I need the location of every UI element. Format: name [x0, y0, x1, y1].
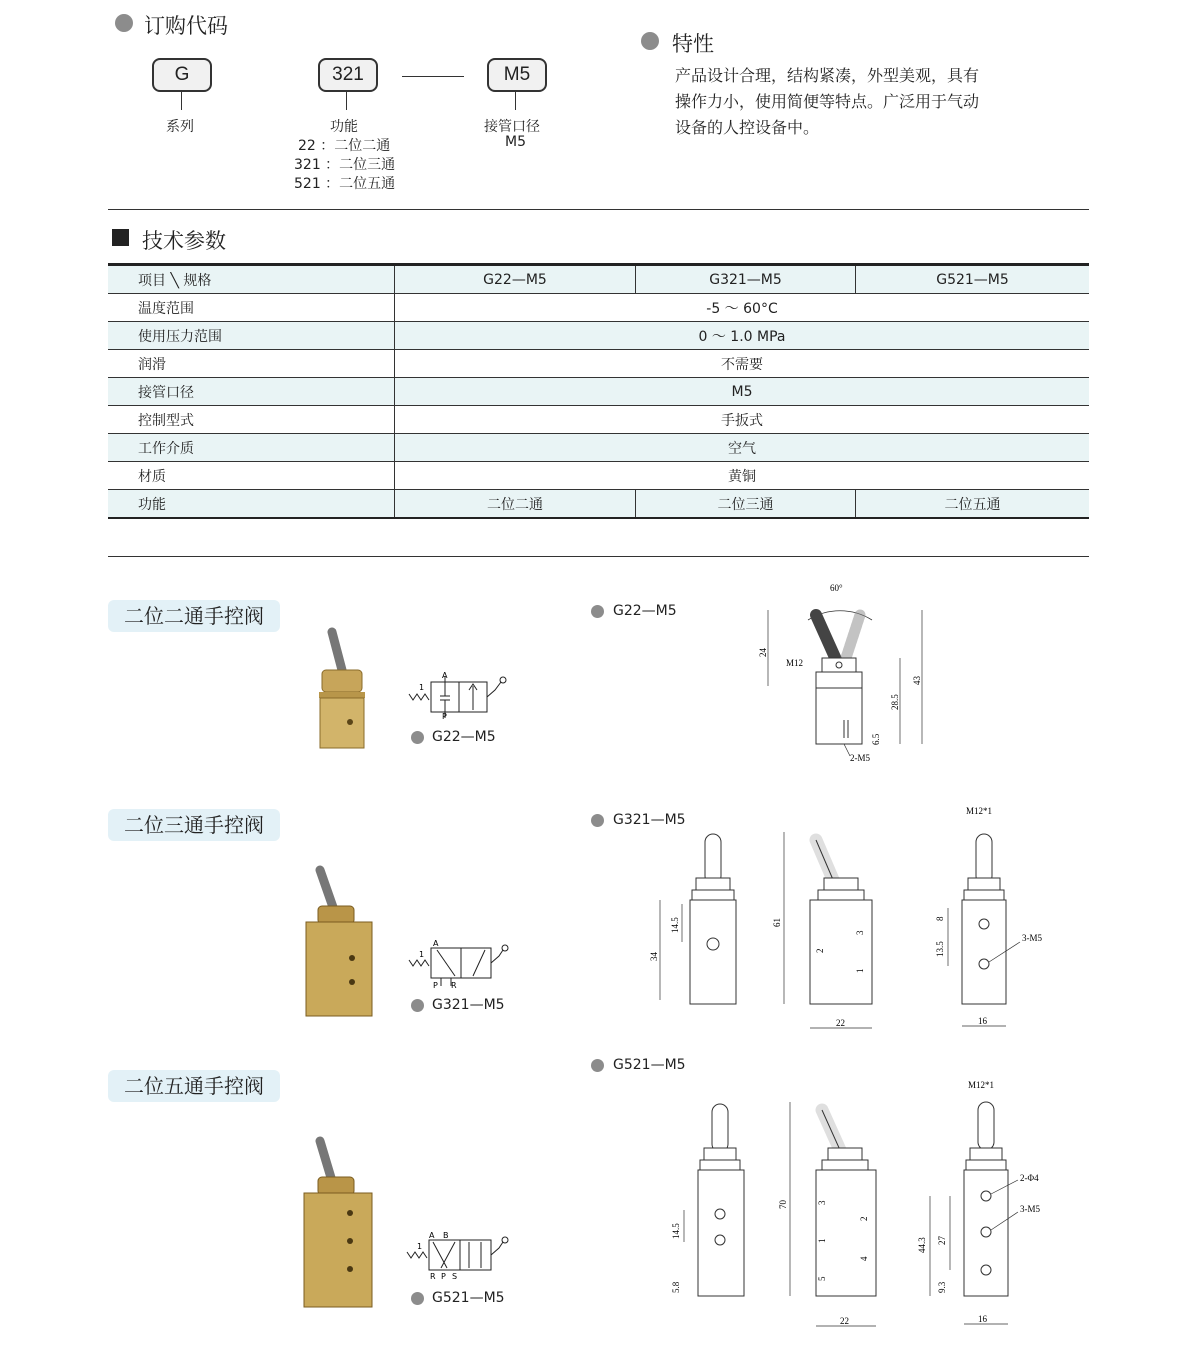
table-row	[108, 434, 1089, 462]
brass-body	[306, 922, 372, 1016]
dim-label: 2	[815, 948, 825, 953]
function-value: 二位五通	[856, 490, 1090, 519]
row-label: 使用压力范围	[108, 322, 395, 350]
bullet-dot-icon	[591, 1059, 604, 1072]
features-line: 产品设计合理，结构紧凑，外型美观，具有	[675, 66, 980, 85]
dim-label: 34	[649, 952, 659, 961]
dim-label: 44.3	[917, 1237, 927, 1253]
table-row	[108, 462, 1089, 490]
bullet-dot-icon	[115, 14, 133, 32]
features-line: 操作力小，使用简便等特点。广泛用于气动	[675, 92, 980, 111]
dim-label: 4	[859, 1256, 869, 1261]
row-label: 接管口径	[108, 378, 395, 406]
pneumatic-symbol-3way	[405, 938, 515, 990]
row-label: 温度范围	[108, 294, 395, 322]
dim-label: 3	[855, 930, 865, 935]
brass-nut	[318, 906, 354, 924]
model-header: G22—M5	[395, 265, 636, 294]
bullet-dot-icon	[641, 32, 659, 50]
function-connector	[346, 92, 347, 110]
model-label: G22—M5	[432, 729, 496, 745]
product-title: 二位二通手控阀	[108, 600, 280, 632]
symbol-port-s: S	[452, 1272, 458, 1281]
symbol-port-1: 1	[419, 683, 425, 692]
port-hole-icon	[347, 719, 353, 725]
model-label: G521—M5	[432, 1290, 505, 1306]
bullet-dot-icon	[411, 999, 424, 1012]
dim-label: 3-M5	[1020, 1204, 1040, 1214]
brass-nut	[318, 1177, 354, 1195]
dim-label: 1	[817, 1238, 827, 1243]
symbol-port-p: P	[441, 1272, 446, 1281]
row-value: 手扳式	[395, 406, 1090, 434]
toggle-lever	[320, 870, 334, 910]
row-label: 功能	[108, 490, 395, 519]
function-label: 功能	[330, 119, 358, 135]
row-label: 工作介质	[108, 434, 395, 462]
dim-label: 60°	[830, 583, 843, 593]
table-header-label: 项目 ╲ 规格	[108, 265, 395, 294]
dim-label: 22	[836, 1018, 845, 1028]
series-label: 系列	[166, 119, 194, 135]
table-header-row	[108, 265, 1089, 294]
valve-photo-5way	[300, 1133, 380, 1313]
pneumatic-symbol-2way	[405, 670, 515, 720]
table-row	[108, 490, 1089, 519]
brass-body	[304, 1193, 372, 1307]
brass-body	[320, 698, 364, 748]
dimension-drawing-g521	[660, 1080, 1060, 1336]
symbol-port-1: 1	[419, 950, 425, 959]
port-label: 接管口径	[484, 119, 540, 135]
function-value: 二位二通	[395, 490, 636, 519]
symbol-port-a: A	[433, 939, 439, 948]
dim-label: 6.5	[871, 733, 881, 745]
function-code-box: 321	[318, 58, 378, 92]
table-row	[108, 322, 1089, 350]
square-bullet-icon	[112, 229, 129, 246]
function-option: 521 ：二位五通	[294, 176, 396, 192]
model-header: G521—M5	[856, 265, 1090, 294]
dim-label: 5.8	[671, 1281, 681, 1293]
row-label: 润滑	[108, 350, 395, 378]
table-row	[108, 406, 1089, 434]
port-connector	[515, 92, 516, 110]
valve-photo-2way	[312, 622, 372, 752]
row-label: 控制型式	[108, 406, 395, 434]
product-title: 二位五通手控阀	[108, 1070, 280, 1102]
function-option: 321 ：二位三通	[294, 157, 396, 173]
model-header: G321—M5	[636, 265, 856, 294]
dim-label: 2-Φ4	[1020, 1173, 1039, 1183]
model-label: G321—M5	[432, 997, 505, 1013]
symbol-port-1: 1	[417, 1242, 423, 1251]
valve-photo-3way	[302, 862, 382, 1022]
port-hole-icon	[349, 979, 355, 985]
port-hole-icon	[347, 1238, 353, 1244]
dim-label: 28.5	[890, 694, 900, 710]
dim-label: 2	[859, 1216, 869, 1221]
port-hole-icon	[347, 1210, 353, 1216]
product-title: 二位三通手控阀	[108, 809, 280, 841]
dim-label: 70	[778, 1200, 788, 1209]
divider	[108, 556, 1089, 557]
table-row	[108, 350, 1089, 378]
divider	[108, 209, 1089, 210]
brass-collar	[319, 692, 365, 698]
dim-label: 3	[817, 1200, 827, 1205]
bullet-dot-icon	[591, 605, 604, 618]
function-option: 22 ：二位二通	[298, 138, 391, 154]
row-value: 0 ～ 1.0 MPa	[395, 322, 1090, 350]
toggle-lever	[320, 1141, 332, 1181]
row-value: 空气	[395, 434, 1090, 462]
drawing-model-label: G321—M5	[613, 812, 686, 828]
bullet-dot-icon	[411, 731, 424, 744]
drawing-model-label: G521—M5	[613, 1057, 686, 1073]
dim-label: 43	[912, 676, 922, 685]
dim-label: M12	[786, 658, 804, 668]
row-value: M5	[395, 378, 1090, 406]
code-dash	[402, 76, 464, 77]
drawing-model-label: G22—M5	[613, 603, 677, 619]
dim-label: 16	[978, 1314, 987, 1324]
dim-label: 3-M5	[1022, 933, 1042, 943]
dim-label: 1	[855, 968, 865, 973]
row-label: 材质	[108, 462, 395, 490]
dim-label: 14.5	[670, 917, 680, 933]
symbol-port-b: B	[443, 1231, 449, 1240]
pneumatic-symbol-5way	[403, 1228, 515, 1284]
port-value: M5	[505, 134, 526, 150]
features-line: 设备的人控设备中。	[675, 118, 820, 137]
series-code-box: G	[152, 58, 212, 92]
row-value: -5 ～ 60°C	[395, 294, 1090, 322]
port-hole-icon	[347, 1266, 353, 1272]
table-row	[108, 294, 1089, 322]
dim-label: 22	[840, 1316, 849, 1326]
toggle-lever	[332, 632, 342, 670]
dim-label: 9.3	[937, 1281, 947, 1293]
dim-label: M12*1	[966, 806, 993, 816]
spec-table	[108, 263, 1089, 519]
row-value: 不需要	[395, 350, 1090, 378]
symbol-port-r: R	[451, 981, 457, 990]
dimension-drawing-g321	[648, 806, 1068, 1036]
symbol-port-a: A	[429, 1231, 435, 1240]
symbol-port-p: P	[433, 981, 438, 990]
dim-label: 61	[772, 918, 782, 927]
row-value: 黄铜	[395, 462, 1090, 490]
symbol-port-p: P	[442, 712, 447, 721]
symbol-port-a: A	[442, 671, 448, 680]
order-code-title: 订购代码	[144, 14, 228, 38]
dim-label: 5	[817, 1276, 827, 1281]
dim-label: M12*1	[968, 1080, 995, 1090]
dim-label: 14.5	[671, 1223, 681, 1239]
features-text	[675, 63, 979, 141]
dimension-drawing-g22	[760, 580, 940, 770]
series-connector	[181, 92, 182, 110]
port-code-box: M5	[487, 58, 547, 92]
dim-label: 16	[978, 1016, 987, 1026]
tech-title: 技术参数	[142, 229, 226, 253]
dim-label: 27	[937, 1236, 947, 1245]
bullet-dot-icon	[411, 1292, 424, 1305]
function-value: 二位三通	[636, 490, 856, 519]
dim-label: 24	[758, 648, 768, 657]
port-hole-icon	[349, 955, 355, 961]
table-row	[108, 378, 1089, 406]
dim-label: 13.5	[935, 941, 945, 957]
dim-label: 8	[935, 916, 945, 921]
dim-label: 2-M5	[850, 753, 870, 763]
symbol-port-r: R	[430, 1272, 436, 1281]
brass-nut	[322, 670, 362, 692]
bullet-dot-icon	[591, 814, 604, 827]
features-title: 特性	[672, 32, 714, 56]
